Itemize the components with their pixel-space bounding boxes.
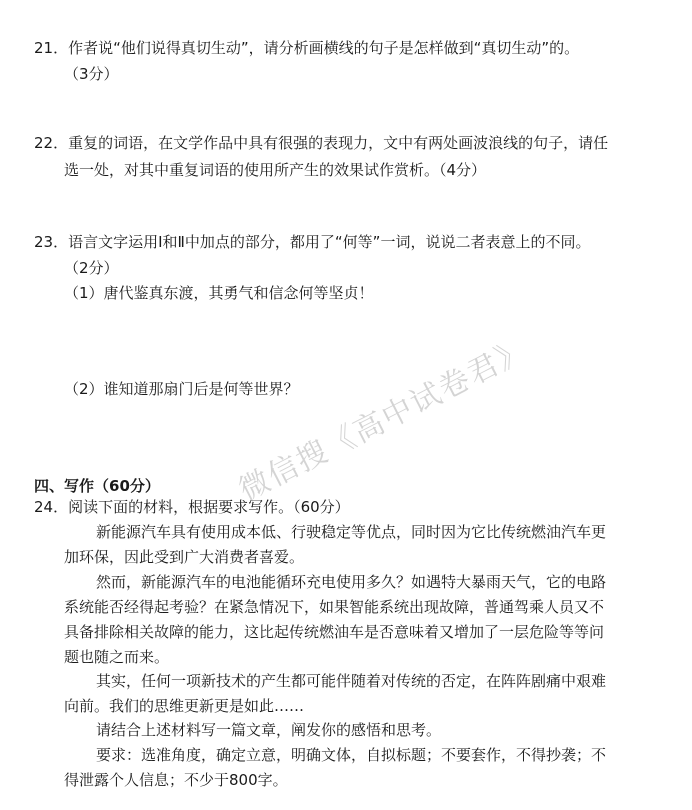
- q22-line1: 22．重复的词语，在文学作品中具有很强的表现力，文中有两处画波浪线的句子，请任: [34, 134, 609, 152]
- q23-line2: （2分）: [64, 259, 119, 277]
- para2-line3: 具备排除相关故障的能力，这比起传统燃油车是否意味着又增加了一层危险等等问: [64, 623, 605, 641]
- q23-sub2: （2）谁知道那扇门后是何等世界？: [64, 380, 299, 398]
- requirement-line1: 要求：选准角度，确定立意，明确文体，自拟标题；不要套作，不得抄袭；不: [96, 746, 607, 764]
- q24-intro: 24．阅读下面的材料，根据要求写作。（60分）: [34, 498, 350, 516]
- para3-line1: 其实，任何一项新技术的产生都可能伴随着对传统的否定，在阵阵剧痛中艰难: [96, 672, 607, 690]
- q22-line2: 选一处，对其中重复词语的使用所产生的效果试作赏析。（4分）: [64, 161, 487, 179]
- para3-line2: 向前。我们的思维更新更是如此……: [64, 697, 305, 715]
- q21-line1: 21．作者说“他们说得真切生动”，请分析画横线的句子是怎样做到“真切生动”的。: [34, 39, 580, 57]
- q23-sub1: （1）唐代鉴真东渡，其勇气和信念何等坚贞！: [64, 284, 374, 302]
- para1-line2: 加环保，因此受到广大消费者喜爱。: [64, 548, 305, 566]
- para2-line2: 系统能否经得起考验？在紧急情况下，如果智能系统出现故障，普通驾乘人员又不: [64, 598, 605, 616]
- para2-line1: 然而，新能源汽车的电池能循环充电使用多久？如遇特大暴雨天气，它的电路: [96, 573, 607, 591]
- para1-line1: 新能源汽车具有使用成本低、行驶稳定等优点，同时因为它比传统燃油汽车更: [96, 523, 607, 541]
- q21-line2: （3分）: [64, 65, 119, 83]
- requirement-line2: 得泄露个人信息；不少于800字。: [64, 771, 288, 789]
- watermark: 微信搜《高中试卷君》: [233, 331, 535, 509]
- para2-line4: 题也随之而来。: [64, 648, 170, 666]
- section-heading: 四、写作（60分）: [34, 477, 160, 495]
- q23-line1: 23．语言文字运用Ⅰ和Ⅱ中加点的部分，都用了“何等”一词，说说二者表意上的不同。: [34, 233, 591, 251]
- instruction: 请结合上述材料写一篇文章，阐发你的感悟和思考。: [96, 721, 442, 739]
